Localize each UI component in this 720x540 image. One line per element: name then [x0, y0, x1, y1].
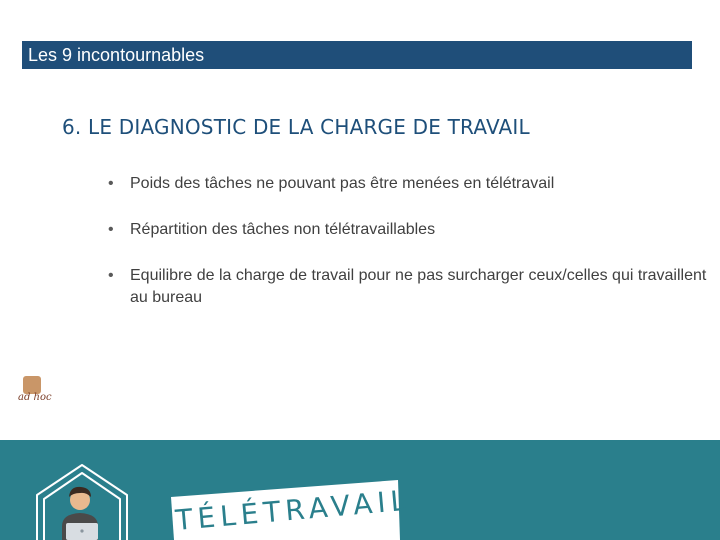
bullet-item: [108, 265, 708, 309]
bullet-dot-icon: •: [108, 221, 114, 238]
header-bar: [22, 41, 692, 69]
bullet-text: Equilibre de la charge de travail pour ne pas surcharger ceux/celles qui travaillent au bureau: [130, 267, 707, 306]
slide-title: 6. LE DIAGNOSTIC DE LA CHARGE DE TRAVAIL: [62, 115, 530, 139]
bullet-dot-icon: •: [108, 175, 114, 192]
bullet-item: [108, 173, 708, 195]
header-title: Les 9 incontournables: [28, 45, 205, 65]
bullet-item: [108, 219, 708, 241]
adhoc-logo: [18, 376, 50, 408]
bullet-list: [108, 173, 708, 333]
bullet-dot-icon: •: [108, 267, 114, 284]
footer-banner: [0, 440, 720, 540]
banner-text: TÉLÉTRAVAIL: [174, 483, 413, 537]
logo-text: ad hoc: [18, 392, 52, 403]
bullet-text: Répartition des tâches non télétravaillables: [130, 221, 436, 238]
bullet-text: Poids des tâches ne pouvant pas être menées en télétravail: [130, 175, 555, 192]
remote-worker-icon: [62, 487, 98, 540]
